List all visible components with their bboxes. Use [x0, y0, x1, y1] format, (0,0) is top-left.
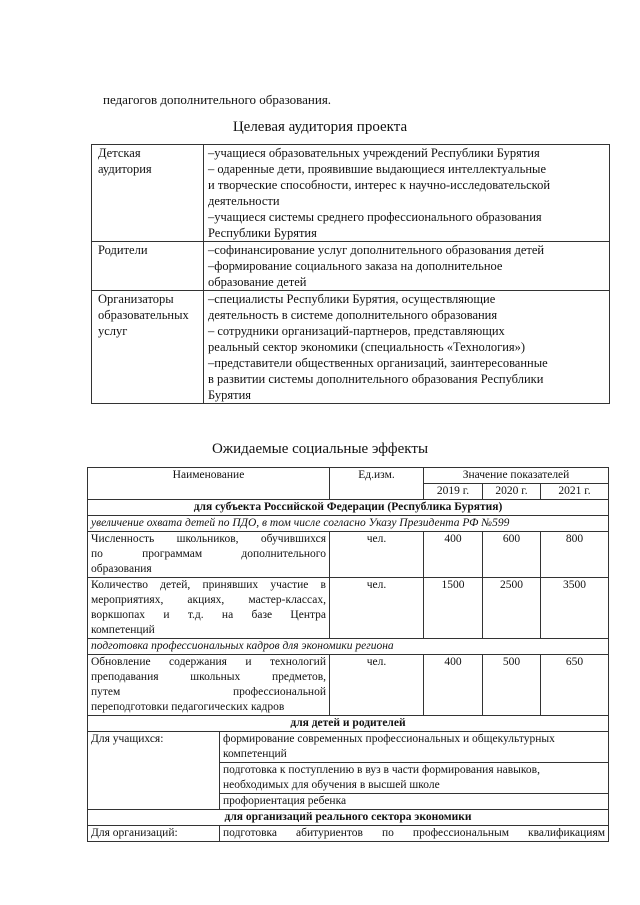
- indicator-value: 500: [483, 655, 541, 716]
- orgs-label: Для организаций:: [88, 826, 220, 842]
- header-values: Значение показателей: [424, 468, 609, 484]
- indicator-unit: чел.: [330, 655, 424, 716]
- indicator-value: 400: [424, 655, 483, 716]
- subsection-staff: подготовка профессиональных кадров для экономики региона: [88, 639, 609, 655]
- indicator-value: 800: [541, 532, 609, 578]
- indicator-unit: чел.: [330, 578, 424, 639]
- indicator-unit: чел.: [330, 532, 424, 578]
- section-children-parents: для детей и родителей: [88, 716, 609, 732]
- table-row: [88, 532, 609, 578]
- audience-title: Целевая аудитория проекта: [232, 119, 408, 135]
- table-row: [88, 826, 609, 842]
- students-item: формирование современных профессиональных и общекультурных компетенций: [220, 732, 609, 763]
- audience-items: –учащиеся образовательных учреждений Республики Бурятия – одаренные дети, проявившие выдающиеся интеллектуальные и творческие способности, интерес к научно-исследовательской деятельности –учащиеся системы среднего профессионального образования Республики Бурятия: [204, 145, 610, 242]
- audience-row-children: [92, 145, 610, 242]
- students-label: Для учащихся:: [88, 732, 220, 810]
- indicator-value: 650: [541, 655, 609, 716]
- audience-items: –специалисты Республики Бурятия, осуществляющие деятельность в системе дополнительного образования – сотрудники организаций-партнеров, представляющих реальный сектор экономики (специальность «Технология») –представители общественных организаций, заинтересованные в развитии системы дополнительного образования Республики Бурятия: [204, 291, 610, 404]
- table-row: [88, 732, 609, 763]
- audience-row-parents: [92, 242, 610, 291]
- header-unit: Ед.изм.: [330, 468, 424, 500]
- effects-table: [87, 467, 609, 842]
- audience-group: Родители: [92, 242, 204, 291]
- header-year: 2019 г.: [424, 484, 483, 500]
- indicator-value: 2500: [483, 578, 541, 639]
- indicator-value: 3500: [541, 578, 609, 639]
- header-year: 2021 г.: [541, 484, 609, 500]
- students-item: подготовка к поступлению в вуз в части формирования навыков, необходимых для обучения в высшей школе: [220, 763, 609, 794]
- audience-table: [91, 144, 610, 404]
- audience-group: Детская аудитория: [92, 145, 204, 242]
- audience-group: Организаторы образовательных услуг: [92, 291, 204, 404]
- audience-items: –софинансирование услуг дополнительного образования детей –формирование социального заказа на дополнительное образование детей: [204, 242, 610, 291]
- audience-row-organizers: [92, 291, 610, 404]
- header-name: Наименование: [88, 468, 330, 500]
- effects-title: Ожидаемые социальные эффекты: [211, 441, 429, 457]
- section-organizations: для организаций реального сектора экономики: [88, 810, 609, 826]
- indicator-value: 1500: [424, 578, 483, 639]
- table-row: [88, 655, 609, 716]
- orgs-item: подготовка абитуриентов по профессиональным квалификациям: [220, 826, 609, 842]
- table-row: [88, 578, 609, 639]
- students-item: профориентация ребенка: [220, 794, 609, 810]
- indicator-value: 400: [424, 532, 483, 578]
- header-year: 2020 г.: [483, 484, 541, 500]
- intro-line: педагогов дополнительного образования.: [103, 92, 332, 107]
- indicator-name: Обновление содержания и технологий преподавания школьных предметов, путем профессиональной переподготовки педагогических кадров: [88, 655, 330, 716]
- section-region: для субъекта Российской Федерации (Республика Бурятия): [88, 500, 609, 516]
- indicator-name: Количество детей, принявших участие в мероприятиях, акциях, мастер-классах, воркшопах и т.д. на базе Центра компетенций: [88, 578, 330, 639]
- indicator-value: 600: [483, 532, 541, 578]
- indicator-name: Численность школьников, обучившихся по программам дополнительного образования: [88, 532, 330, 578]
- subsection-coverage: увеличение охвата детей по ПДО, в том числе согласно Указу Президента РФ №599: [88, 516, 609, 532]
